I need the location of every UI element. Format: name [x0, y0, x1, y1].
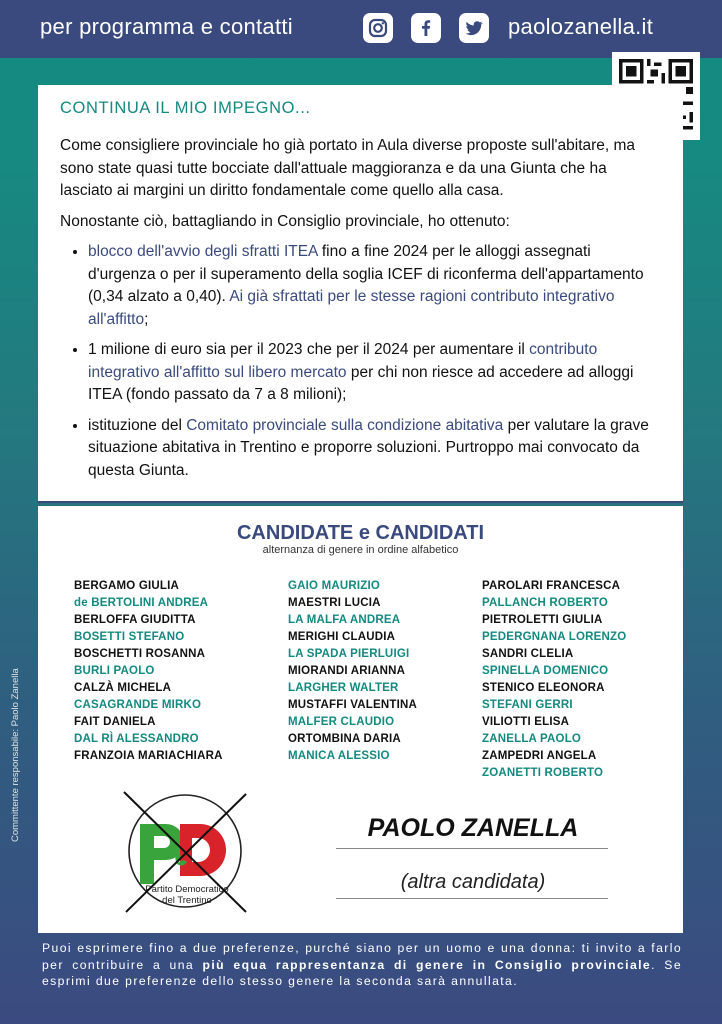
candidate-name: MERIGHI CLAUDIA [288, 631, 396, 643]
candidate-name: LARGHER WALTER [288, 682, 399, 694]
instagram-icon[interactable] [363, 13, 393, 43]
candidate-name: PAROLARI FRANCESCA [482, 580, 621, 592]
candidate-name: MIORANDI ARIANNA [288, 665, 406, 677]
candidate-name: MANICA ALESSIO [288, 750, 390, 762]
website-link[interactable]: paolozanella.it [508, 14, 654, 39]
candidate-name: BERGAMO GIULIA [74, 580, 180, 592]
achievement-item: • blocco dell'avvio degli sfratti ITEA fino a fine 2024 per le alloggi assegnati d'urgenza o per il superamento della soglia ICEF di riconferma dell'appartamento (0,34 alzato a 0,40). Ai già sfrattati per le stesse ragioni contributo integrativo all'affitto; [88, 241, 661, 331]
achievement-item: • 1 milione di euro sia per il 2023 che per il 2024 per aumentare il contributo integrativo all'affitto sul libero mercato per chi non riesce ad accedere ad alloggi ITEA (fondo passato da 7 a 8 milioni); [88, 339, 661, 407]
candidate-name: ZAMPEDRI ANGELA [482, 750, 597, 762]
footer-note: Puoi esprimere fino a due preferenze, purché siano per un uomo e una donna: ti invito a farlo per contribuire a una più equa rappresentanza di genere in Consiglio provinciale. Se esprimi due preferenze dello stesso genere la seconda sarà annullata. [42, 941, 683, 988]
intro-paragraph-2: Nonostante ciò, battagliando in Consiglio provinciale, ho ottenuto: [60, 212, 510, 230]
logo-line-2: del Trentino [162, 895, 212, 906]
facebook-icon[interactable] [411, 13, 441, 43]
candidate-name: STENICO ELEONORA [482, 682, 605, 694]
candidate-name: MAESTRI LUCIA [288, 597, 381, 609]
preference-name: PAOLO ZANELLA [367, 814, 579, 842]
candidates-panel [38, 506, 683, 933]
candidate-name: CALZÀ MICHELA [74, 682, 172, 694]
candidate-name: BURLI PAOLO [74, 665, 155, 677]
preference-line [336, 848, 608, 849]
candidate-name: de BERTOLINI ANDREA [74, 597, 209, 609]
candidate-name: SPINELLA DOMENICO [482, 665, 609, 677]
candidate-name: ZOANETTI ROBERTO [482, 767, 604, 779]
responsible-note: Committente responsabile: Paolo Zanella [10, 668, 21, 842]
candidate-name: ORTOMBINA DARIA [288, 733, 401, 745]
candidate-name: CASAGRANDE MIRKO [74, 699, 202, 711]
pd-logo [120, 786, 250, 916]
candidate-name: PALLANCH ROBERTO [482, 597, 609, 609]
intro-panel [38, 85, 683, 503]
logo-line-1: Partito Democratico [145, 884, 229, 895]
candidate-name: PIETROLETTI GIULIA [482, 614, 603, 626]
candidate-name: STEFANI GERRI [482, 699, 573, 711]
candidate-name: ZANELLA PAOLO [482, 733, 582, 745]
achievement-item: • istituzione del Comitato provinciale sulla condizione abitativa per valutare la grave situazione abitativa in Trentino e proporre soluzioni. Purtroppo mai convocato da questa Giunta. [88, 415, 661, 483]
candidate-name: LA SPADA PIERLUIGI [288, 648, 410, 660]
candidate-name: BOSETTI STEFANO [74, 631, 185, 643]
candidate-name: MALFER CLAUDIO [288, 716, 395, 728]
candidate-name: FAIT DANIELA [74, 716, 156, 728]
candidates-title: CANDIDATE e CANDIDATI [236, 522, 485, 544]
candidates-column-1 [74, 578, 223, 765]
candidates-column-2 [288, 578, 417, 765]
other-candidate-label: (altra candidata) [400, 871, 546, 893]
achievements-list [60, 241, 661, 482]
candidates-column-3 [482, 578, 626, 782]
candidate-name: GAIO MAURIZIO [288, 580, 381, 592]
candidates-subtitle: alternanza di genere in ordine alfabetico [262, 544, 459, 556]
header-bar [0, 0, 722, 58]
candidate-name: BERLOFFA GIUDITTA [74, 614, 196, 626]
candidate-name: LA MALFA ANDREA [288, 614, 401, 626]
preference-line [336, 898, 608, 899]
candidate-name: DAL RÌ ALESSANDRO [74, 733, 199, 745]
candidate-name: VILIOTTI ELISA [482, 716, 570, 728]
candidate-name: MUSTAFFI VALENTINA [288, 699, 418, 711]
candidate-name: SANDRI CLELIA [482, 648, 574, 660]
intro-title: CONTINUA IL MIO IMPEGNO... [60, 99, 311, 117]
intro-paragraph-1: Come consigliere provinciale ho già portato in Aula diverse proposte sull'abitare, ma sono state quasi tutte bocciate dall'attuale maggioranza e da una Giunta che ha lasciato ai margini un diritto fondamentale come quello alla casa. [60, 137, 636, 199]
candidate-name: PEDERGNANA LORENZO [482, 631, 627, 643]
twitter-icon[interactable] [459, 13, 489, 43]
candidate-name: BOSCHETTI ROSANNA [74, 648, 206, 660]
candidate-name: FRANZOIA MARIACHIARA [74, 750, 223, 762]
header-tagline: per programma e contatti [40, 14, 293, 39]
